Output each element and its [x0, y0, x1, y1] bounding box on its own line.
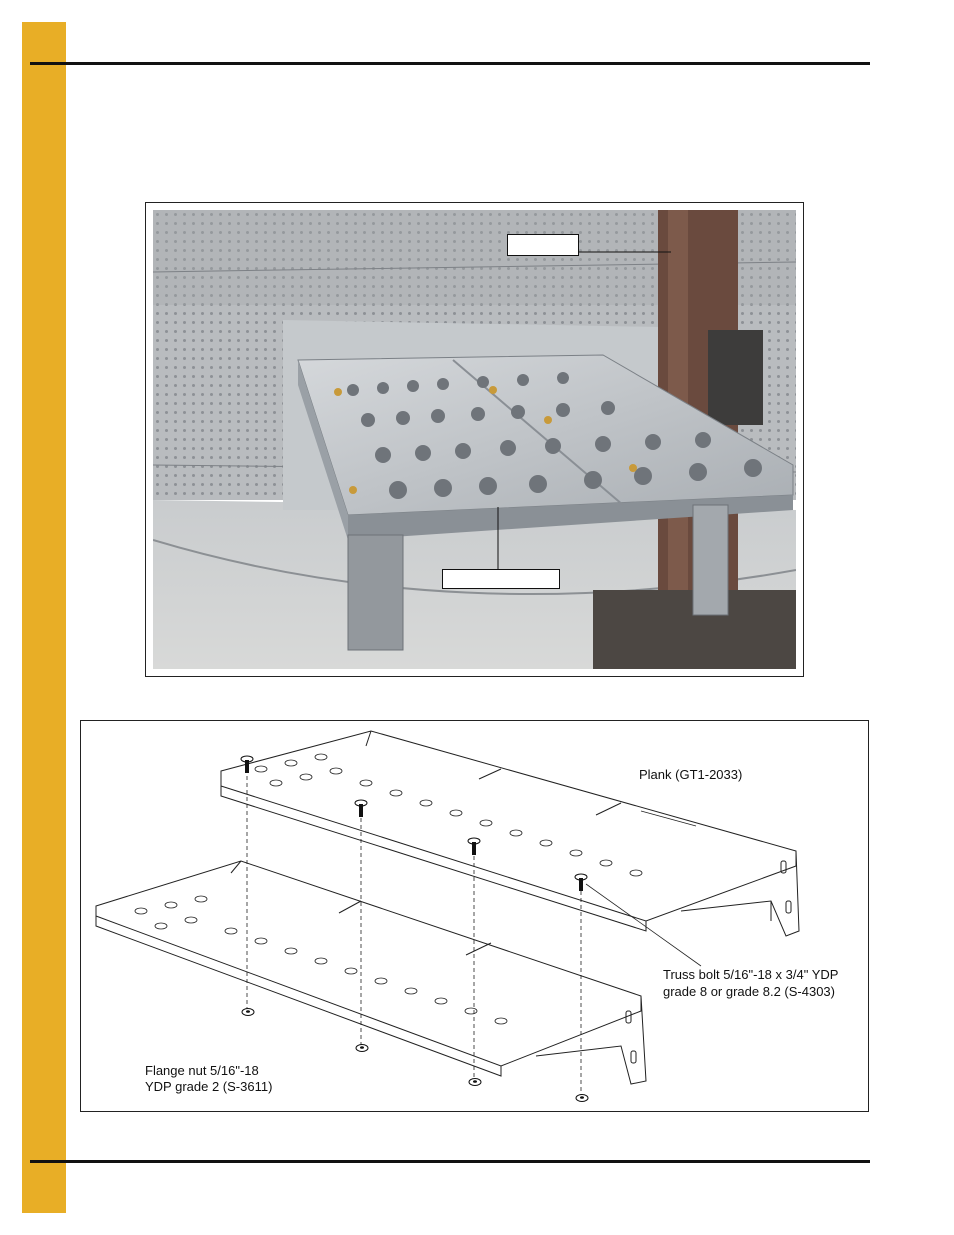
plank-assembly-drawing: [81, 721, 868, 1111]
truss-bolt-icon: [353, 799, 369, 819]
truss-bolt-icon: [573, 873, 589, 893]
flange-nut-icon: [468, 1077, 482, 1087]
truss-bolt-icon: [466, 837, 482, 857]
flange-nut-label-line1: Flange nut 5/16"-18: [145, 1063, 259, 1078]
photo-callout-lower: [442, 569, 560, 589]
truss-bolt-label-line2: grade 8 or grade 8.2 (S-4303): [663, 984, 835, 999]
header-rule: [30, 62, 870, 65]
flange-nut-label-line2: YDP grade 2 (S-3611): [145, 1079, 273, 1094]
installed-plank-photo: [153, 210, 796, 669]
photo-figure: [145, 202, 804, 677]
truss-bolt-icon: [239, 755, 255, 775]
flange-nut-icon: [355, 1043, 369, 1053]
flange-nut-icon: [575, 1093, 589, 1103]
assembly-diagram: [80, 720, 869, 1112]
plank-label: Plank (GT1-2033): [639, 767, 743, 782]
footer-rule: [30, 1160, 870, 1163]
truss-bolt-label-line1: Truss bolt 5/16"-18 x 3/4" YDP: [663, 967, 839, 982]
photo-callout-upper: [507, 234, 579, 256]
flange-nut-icon: [241, 1007, 255, 1017]
side-tab: [22, 22, 66, 1213]
